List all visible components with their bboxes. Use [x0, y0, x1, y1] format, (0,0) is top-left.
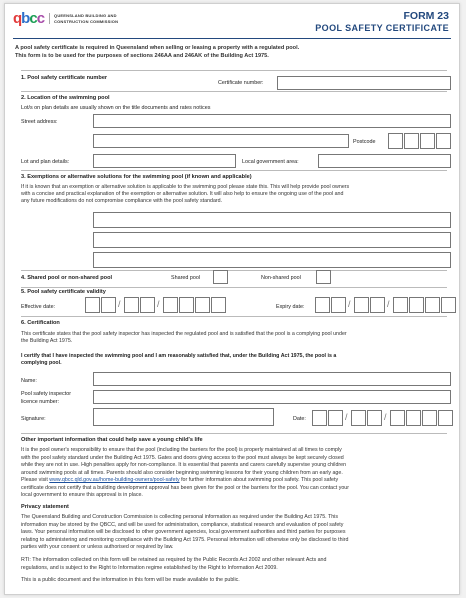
certificate-number-label: Certificate number:	[218, 80, 264, 86]
date-digit-box[interactable]	[331, 297, 346, 313]
local-government-label: Local government area:	[242, 159, 299, 165]
date-digit-box[interactable]	[179, 297, 194, 313]
date-digit-box[interactable]	[370, 297, 385, 313]
date-digit-box[interactable]	[101, 297, 116, 313]
expiry-date-label: Expiry date:	[276, 304, 305, 310]
date-digit-box[interactable]	[406, 410, 421, 426]
rti-text: RTI: The information collected on this form will be retained as required by the Public Records Act 2002 and other relevant Acts and regulations, and is subject to the Right to Information regime established by the Right to Information Act 2009.	[21, 557, 327, 571]
date-separator: /	[157, 299, 160, 309]
date-separator: /	[387, 299, 390, 309]
form-number: FORM 23	[403, 10, 449, 22]
date-digit-box[interactable]	[390, 410, 405, 426]
section-2-heading: 2. Location of the swimming pool	[21, 95, 110, 101]
date-digit-box[interactable]	[328, 410, 343, 426]
divider	[21, 433, 447, 434]
exemption-field-line1[interactable]	[93, 212, 451, 228]
postcode-digit-box[interactable]	[404, 133, 419, 149]
postcode-digit-box[interactable]	[420, 133, 435, 149]
divider	[21, 287, 447, 288]
qbcc-logo-mark: qbcc	[13, 10, 45, 27]
shared-pool-checkbox[interactable]	[213, 270, 228, 284]
date-digit-box[interactable]	[85, 297, 100, 313]
name-label: Name:	[21, 378, 37, 384]
street-address-label: Street address:	[21, 119, 58, 125]
licence-number-label: Pool safety inspector licence number:	[21, 391, 72, 405]
certificate-number-field[interactable]	[277, 76, 451, 90]
street-address-field[interactable]	[93, 114, 451, 128]
signature-label: Signature:	[21, 416, 46, 422]
exemption-field-line2[interactable]	[93, 232, 451, 248]
pool-safety-link[interactable]: www.qbcc.qld.gov.au/home-building-owners/pool-safety	[49, 477, 180, 483]
date-digit-box[interactable]	[312, 410, 327, 426]
form-page	[4, 3, 460, 595]
signature-date-label: Date:	[293, 416, 306, 422]
divider	[21, 316, 447, 317]
date-separator: /	[384, 412, 387, 422]
header-divider	[13, 38, 451, 39]
section-3-text: If it is known that an exemption or alternative solution is applicable to the swimming pool please state this. This will help provide pool owners with a concise and practical explanation of the exemption or alternative solution. It will also help to ensure the ongoing use of the pool and any future modifications do not compromise compliance with the pool safety standard.	[21, 184, 350, 204]
date-digit-box[interactable]	[315, 297, 330, 313]
signature-field[interactable]	[93, 408, 274, 426]
section-6-heading: 6. Certification	[21, 320, 60, 326]
public-document-note: This is a public document and the information in this form will be made available to the public.	[21, 577, 240, 583]
non-shared-pool-checkbox[interactable]	[316, 270, 331, 284]
section-4-heading: 4. Shared pool or non-shared pool	[21, 275, 113, 281]
section-3-heading: 3. Exemptions or alternative solutions for the swimming pool (if known and applicable)	[21, 174, 252, 180]
divider	[21, 70, 447, 71]
local-government-field[interactable]	[318, 154, 451, 168]
exemption-field-line3[interactable]	[93, 252, 451, 268]
other-info-heading: Other important information that could help save a young child's life	[21, 437, 203, 443]
shared-pool-label: Shared pool	[171, 275, 201, 281]
privacy-heading: Privacy statement	[21, 504, 69, 510]
section-5-heading: 5. Pool safety certificate validity	[21, 289, 106, 295]
intro-text: A pool safety certificate is required in Queensland when selling or leasing a property with a regulated pool. This form is to be used for the purposes of sections 246AA and 246AK of the Building Act 1975.	[15, 45, 300, 59]
lot-plan-note: Lot/s on plan details are usually shown on the title documents and rates notices	[21, 105, 211, 111]
qbcc-logo-text: QUEENSLAND BUILDING AND CONSTRUCTION COMMISSION	[49, 13, 118, 24]
privacy-text: The Queensland Building and Construction Commission is collecting personal information as required under the Building Act 1975. This information may be stored by the QBCC, and will be used for administration, compliance, statistical research and evaluation of pool safety laws. Your personal information will be disclosed to other government agencies, local government authorities and third parties for purposes relating to administering and monitoring compliance with the Building Act 1975. Personal information will otherwise only be disclosed to third parties with your consent or unless authorised or required by law.	[21, 514, 349, 550]
date-digit-box[interactable]	[354, 297, 369, 313]
date-digit-box[interactable]	[425, 297, 440, 313]
date-separator: /	[345, 412, 348, 422]
effective-date-label: Effective date:	[21, 304, 56, 310]
date-digit-box[interactable]	[163, 297, 178, 313]
date-digit-box[interactable]	[140, 297, 155, 313]
date-digit-box[interactable]	[351, 410, 366, 426]
certification-statement: This certificate states that the pool safety inspector has inspected the regulated pool and is satisfied that the pool is a complying pool under the Building Act 1975.	[21, 331, 347, 344]
date-digit-box[interactable]	[409, 297, 424, 313]
qbcc-logo	[13, 11, 118, 26]
date-digit-box[interactable]	[124, 297, 139, 313]
postcode-digit-box[interactable]	[388, 133, 403, 149]
lot-plan-field[interactable]	[93, 154, 236, 168]
divider	[21, 170, 447, 171]
date-digit-box[interactable]	[441, 297, 456, 313]
date-digit-box[interactable]	[195, 297, 210, 313]
date-separator: /	[118, 299, 121, 309]
divider	[21, 91, 447, 92]
date-digit-box[interactable]	[211, 297, 226, 313]
name-field[interactable]	[93, 372, 451, 386]
date-digit-box[interactable]	[393, 297, 408, 313]
date-digit-box[interactable]	[367, 410, 382, 426]
licence-number-field[interactable]	[93, 390, 451, 404]
section-1-heading: 1. Pool safety certificate number	[21, 75, 108, 81]
date-digit-box[interactable]	[438, 410, 453, 426]
non-shared-pool-label: Non-shared pool	[261, 275, 301, 281]
other-info-text: It is the pool owner's responsibility to ensure that the pool (including the barriers for the pool) is properly maintained at all times to comply with the pool safety standard under the Building Act 1975. Gates and doors giving access to the pool must always be kept securely closed while they are not in use. High penalties apply for non-compliance. It is essential that parents and carers carefully supervise young children around swimming pools at all times. Parents should also consider beginning swimming lessons for their young children from an early age. Please visit www.qbcc.qld.gov.au/home-building-owners/pool-safety for further information about swimming pool safety. This pool safety certificate does not certify that a building development approval has been given for the pool or the barriers for the pool. You can contact your local government to ensure this approval is in place.	[21, 447, 350, 498]
certification-declaration: I certify that I have inspected the swimming pool and I am reasonably satisfied that, under the Building Act 1975, the pool is a complying pool.	[21, 353, 337, 366]
street-address-line2-field[interactable]	[93, 134, 349, 148]
date-separator: /	[348, 299, 351, 309]
date-digit-box[interactable]	[422, 410, 437, 426]
form-title: POOL SAFETY CERTIFICATE	[315, 23, 449, 33]
divider	[21, 270, 447, 271]
lot-plan-label: Lot and plan details:	[21, 159, 70, 165]
postcode-label: Postcode	[353, 139, 376, 145]
postcode-digit-box[interactable]	[436, 133, 451, 149]
